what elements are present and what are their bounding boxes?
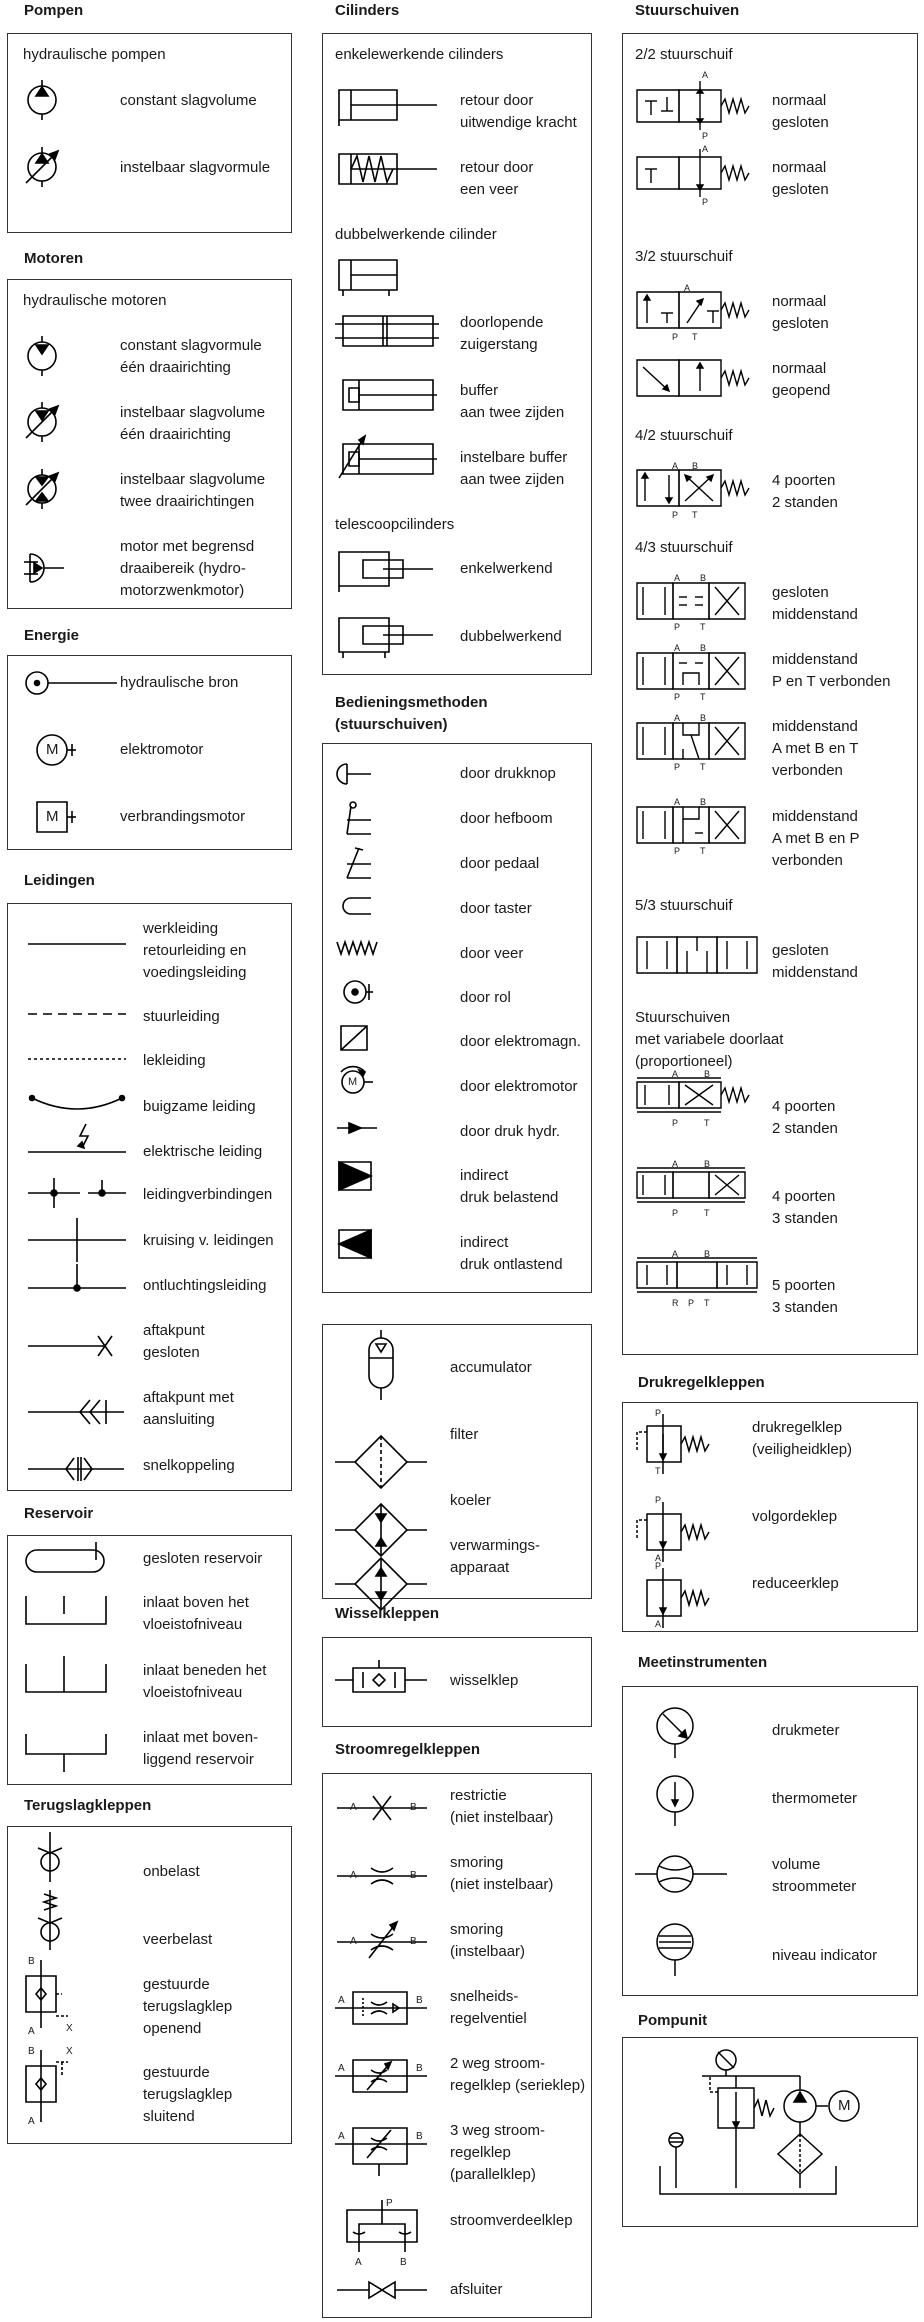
three-way-flow-control-icon (335, 2128, 427, 2176)
reservoir-title: Reservoir (24, 1505, 94, 1522)
stroom-label-a3: A (338, 1995, 345, 2006)
port-a-prop53: A (672, 1249, 679, 1259)
druk-icons (633, 1410, 743, 1630)
cilinders-item1-1: retour door een veer (460, 159, 534, 198)
stroom-item-6: stroomverdeelklep (450, 2212, 573, 2229)
terugslag-icons (20, 1830, 120, 2140)
inlet-above-icon (26, 1596, 106, 1624)
bediening-item-1: door hefboom (460, 810, 553, 827)
cilinders-item2-3: instelbare buffer aan twee zijden (460, 449, 568, 488)
pompen-item-0: constant slagvolume (120, 92, 257, 109)
engine-letter: M (46, 808, 59, 825)
stroom-item-3: snelheids- regelventiel (450, 1988, 527, 2027)
motor-constant-icon (20, 335, 70, 377)
stuur-sub43: 4/3 stuurschuif (635, 539, 733, 556)
druk-port-t0: T (655, 1466, 661, 1476)
terugslag-item-1: veerbelast (143, 1931, 213, 1948)
port-a-32: A (684, 283, 691, 293)
stroom-label-a4: A (338, 2063, 345, 2074)
port-b-prop42: B (704, 1069, 711, 1079)
port-b-43c: B (700, 713, 707, 723)
filter-icon (778, 2134, 822, 2188)
port-t-43c: T (700, 762, 706, 772)
spring-icon (337, 942, 377, 954)
druk-port-p0: P (655, 1408, 662, 1418)
druk-item-0: drukregelklep (veiligheidklep) (752, 1419, 853, 1458)
overig-icons (333, 1328, 433, 1598)
bediening-item-2: door pedaal (460, 855, 540, 872)
plunger-icon (343, 898, 371, 914)
stuur-title: Stuurschuiven (635, 2, 740, 19)
port-p-22b: P (702, 197, 709, 207)
leidingen-item-2: lekleiding (143, 1052, 206, 1069)
lever-icon (347, 802, 371, 834)
stuur-i32-0: normaal gesloten (772, 293, 829, 332)
stroom-label-a1: A (350, 1870, 357, 1881)
port-a-43b: A (674, 643, 681, 653)
reservoir-item-2: inlaat beneden het vloeistofniveau (143, 1662, 267, 1701)
adjustable-cushion-icon (339, 436, 437, 478)
pump-variable-icon (20, 145, 70, 189)
stuur-i22-1: normaal gesloten (772, 159, 829, 198)
port-p-prop53: P (688, 1298, 695, 1308)
leidingen-item-7: ontluchtingsleiding (143, 1277, 267, 1294)
bediening-item-0: door drukknop (460, 765, 556, 782)
double-acting-icon (339, 260, 397, 296)
tap-with-connection-icon (28, 1400, 124, 1424)
cylinder-icons (333, 80, 448, 670)
port-t-43b: T (700, 692, 706, 702)
telescope-single-icon (339, 552, 433, 592)
cilinders-item3-1: dubbelwerkend (460, 628, 562, 645)
overig-item-2: koeler (450, 1492, 491, 1509)
prop-43-icon (637, 1168, 745, 1202)
energie-item-2: verbrandingsmotor (120, 808, 246, 825)
bediening-title: Bedieningsmethoden (stuurschuiven) (335, 694, 488, 733)
relief-valve-icon (637, 1414, 709, 1474)
motoren-item-2: instelbaar slagvolume twee draairichtingen (120, 471, 266, 510)
terugslag-item-2: gestuurde terugslagklep openend (143, 1976, 233, 2037)
leidingen-item-0: werkleiding retourleiding en voedingsleiding (143, 920, 247, 981)
push-button-icon (337, 764, 371, 784)
speed-control-valve-icon (335, 1992, 427, 2024)
cilinders-item2-2: buffer aan twee zijden (460, 382, 565, 421)
cilinders-title: Cilinders (335, 2, 400, 19)
druk-port-p2: P (655, 1561, 662, 1571)
port-p-43b: P (674, 692, 681, 702)
level-indicator-icon (657, 1924, 693, 1976)
cilinders-item2-1: doorlopende zuigerstang (460, 314, 544, 353)
port-b-prop53: B (704, 1249, 711, 1259)
prop-42-icon (637, 1078, 749, 1112)
motor-variable-icon (20, 400, 70, 444)
port-r-prop53: R (672, 1298, 679, 1308)
stuur-sub22: 2/2 stuurschuif (635, 46, 733, 63)
stuur-sub32: 3/2 stuurschuif (635, 248, 733, 265)
port-a-42: A (672, 461, 679, 471)
roller-icon (344, 981, 373, 1003)
spring-check-valve-icon (38, 1890, 62, 1950)
stroom-item-4: 2 weg stroom- regelklep (serieklep) (450, 2055, 586, 2094)
stroom-item-0: restrictie (niet instelbaar) (450, 1787, 554, 1826)
stroom-label-b4: B (416, 2063, 423, 2074)
check-label-x1: X (66, 2023, 73, 2034)
druk-port-p1: P (655, 1495, 662, 1505)
stroom-item-5: 3 weg stroom- regelklep (parallelklep) (450, 2122, 546, 2183)
thermometer-icon (657, 1776, 693, 1826)
port-p-prop42: P (672, 1118, 679, 1128)
meet-title: Meetinstrumenten (638, 1654, 768, 1671)
inlet-overhead-icon (26, 1734, 106, 1772)
terugslag-title: Terugslagkleppen (24, 1797, 152, 1814)
stuur-iprop-2: 5 poorten 3 standen (772, 1277, 838, 1316)
terugslag-item-0: onbelast (143, 1863, 200, 1880)
stuur-i32-1: normaal geopend (772, 360, 831, 399)
check-label-x2: X (66, 2046, 73, 2057)
stroom-title: Stroomregelkleppen (335, 1741, 481, 1758)
stroom-label-b1: B (410, 1870, 417, 1881)
stuur-subprop: Stuurschuiven met variabele doorlaat (proportioneel) (635, 1009, 784, 1070)
reservoir-icons (20, 1540, 120, 1780)
stroom-label-b3: B (416, 1995, 423, 2006)
actuator-m-letter: M (348, 1076, 358, 1088)
meet-item-2: volume stroommeter (772, 1856, 857, 1895)
druk-port-a1: A (655, 1553, 662, 1563)
port-p-22: P (702, 131, 709, 141)
port-t-43d: T (700, 846, 706, 856)
pompunit-m-letter: M (838, 2097, 851, 2114)
stroom-item-2: smoring (instelbaar) (450, 1921, 526, 1960)
inlet-below-icon (26, 1656, 106, 1692)
port-a-22b: A (702, 144, 709, 154)
meet-item-0: drukmeter (772, 1722, 840, 1739)
check-label-a1: A (28, 2026, 35, 2037)
gauge-icon (716, 2050, 736, 2076)
prop-53-icon (637, 1258, 757, 1292)
port-b-42: B (692, 461, 699, 471)
meet-item-1: thermometer (772, 1790, 858, 1807)
shut-off-valve-icon (337, 2282, 427, 2298)
port-b-43b: B (700, 643, 707, 653)
stroom-label-a6: A (355, 2257, 362, 2268)
motor-bidirectional-icon (20, 467, 70, 511)
two-way-flow-control-icon (335, 2060, 427, 2092)
stroom-item-1: smoring (niet instelbaar) (450, 1854, 554, 1893)
wissel-title: Wisselkleppen (335, 1605, 440, 1622)
through-rod-icon (335, 316, 439, 346)
druk-item-1: volgordeklep (752, 1508, 838, 1525)
quick-coupling-icon (28, 1457, 124, 1481)
heater-icon (335, 1558, 427, 1610)
stroom-label-a2: A (350, 1936, 357, 1947)
port-p-43a: P (674, 622, 681, 632)
cilinders-item3-0: enkelwerkend (460, 560, 553, 577)
stuur-sub42: 4/2 stuurschuif (635, 427, 733, 444)
valve-53-icon (637, 937, 757, 973)
accumulator-icon (369, 1330, 393, 1400)
port-p-43c: P (674, 762, 681, 772)
druk-item-2: reduceerklep (752, 1575, 839, 1592)
valve-22-nc-icon-1 (637, 81, 749, 130)
motoren-item-1: instelbaar slagvolume één draairichting (120, 404, 266, 443)
bediening-item-10: indirect druk ontlastend (460, 1234, 563, 1273)
bediening-icons (333, 750, 393, 1290)
overig-item-1: filter (450, 1426, 479, 1443)
filter-icon (335, 1436, 427, 1488)
bediening-item-8: door druk hydr. (460, 1123, 561, 1140)
stroom-label-a0: A (350, 1802, 357, 1813)
indirect-pressure-loading-icon (339, 1162, 371, 1190)
flow-meter-icon (635, 1856, 727, 1892)
pompen-item-1: instelbaar slagvormule (120, 159, 271, 176)
check-valve-icon (38, 1832, 62, 1882)
leidingen-item-4: elektrische leiding (143, 1143, 263, 1160)
relief-valve-icon (710, 2076, 774, 2188)
port-a-prop42: A (672, 1069, 679, 1079)
cilinders-sub3: telescoopcilinders (335, 516, 455, 533)
stroom-label-b6: B (400, 2257, 407, 2268)
telescope-double-icon (339, 618, 433, 658)
check-label-b2: B (28, 2046, 35, 2057)
tank-line-icon (660, 2166, 836, 2194)
port-p-32: P (672, 332, 679, 342)
meet-icons (633, 1700, 743, 1990)
leidingen-item-10: snelkoppeling (143, 1457, 235, 1474)
flow-divider-icon (347, 2200, 417, 2252)
stroom-label-a5: A (338, 2131, 345, 2142)
port-t-prop43: T (704, 1208, 710, 1218)
port-a-43a: A (674, 573, 681, 583)
energie-item-0: hydraulische bron (120, 674, 239, 691)
valve-43-abp-center-icon (637, 807, 745, 843)
stuur-iprop-0: 4 poorten 2 standen (772, 1098, 838, 1137)
sequence-valve-icon (637, 1502, 709, 1562)
bediening-item-6: door elektromagn. (460, 1033, 581, 1050)
stuur-i43-3: middenstand A met B en P verbonden (772, 808, 860, 869)
closed-tap-icon (28, 1336, 112, 1356)
druk-port-a2: A (655, 1619, 662, 1629)
pump-constant-icon (20, 80, 70, 120)
leidingen-item-3: buigzame leiding (143, 1098, 256, 1115)
vent-line-icon (28, 1264, 126, 1291)
closed-reservoir-icon (26, 1542, 104, 1572)
cooler-icon (335, 1504, 427, 1556)
port-a-43c: A (674, 713, 681, 723)
stroom-label-p6: P (386, 2198, 393, 2209)
port-a-prop43: A (672, 1159, 679, 1169)
cushion-icon (343, 380, 437, 410)
port-a-22: A (702, 70, 709, 80)
pressure-gauge-icon (657, 1708, 693, 1758)
druk-title: Drukregelkleppen (638, 1374, 765, 1391)
stuur-sub53: 5/3 stuurschuif (635, 897, 733, 914)
shuttle-valve-icon (333, 1660, 433, 1700)
cilinders-item1-0: retour door uitwendige kracht (460, 92, 577, 131)
reservoir-item-0: gesloten reservoir (143, 1550, 263, 1567)
port-b-43a: B (700, 573, 707, 583)
pedal-icon (347, 848, 371, 878)
stroom-item-7: afsluiter (450, 2281, 503, 2298)
flexible-line-icon (32, 1098, 122, 1109)
valve-42-icon (637, 470, 749, 506)
check-label-a2: A (28, 2116, 35, 2127)
stuur-i43-2: middenstand A met B en T verbonden (772, 718, 859, 779)
port-t-42: T (692, 510, 698, 520)
bediening-item-4: door veer (460, 945, 524, 962)
motoren-item-0: constant slagvormule één draairichting (120, 337, 262, 376)
valve-22-nc-icon-2 (637, 149, 749, 197)
stuur-i22-0: normaal gesloten (772, 92, 829, 131)
leidingen-item-9: aftakpunt met aansluiting (143, 1389, 234, 1428)
leidingen-item-6: kruising v. leidingen (143, 1232, 274, 1249)
pompunit-title: Pompunit (638, 2012, 708, 2029)
motoren-subtitle: hydraulische motoren (23, 292, 167, 309)
stroom-label-b0: B (410, 1802, 417, 1813)
leidingen-item-5: leidingverbindingen (143, 1186, 273, 1203)
overig-item-3: verwarmings- apparaat (450, 1537, 541, 1576)
level-gauge-icon (669, 2133, 683, 2188)
meet-item-3: niveau indicator (772, 1947, 878, 1964)
stuur-i53-0: gesloten middenstand (772, 942, 858, 981)
cilinders-sub2: dubbelwerkende cilinder (335, 226, 497, 243)
reservoir-item-3: inlaat met boven- liggend reservoir (143, 1729, 259, 1768)
stuur-iprop-1: 4 poorten 3 standen (772, 1188, 838, 1227)
pompen-title: Pompen (24, 2, 84, 19)
hydraulic-pressure-icon (337, 1123, 377, 1133)
line-junction-icon (28, 1178, 126, 1208)
energie-title: Energie (24, 627, 80, 644)
valve-43-pt-center-icon (637, 653, 745, 689)
leidingen-item-1: stuurleiding (143, 1008, 220, 1025)
port-a-43d: A (674, 797, 681, 807)
leidingen-icons (20, 910, 130, 1490)
stuur-i42-0: 4 poorten 2 standen (772, 472, 838, 511)
port-b-43d: B (700, 797, 707, 807)
port-t-prop53: T (704, 1298, 710, 1308)
port-t-32: T (692, 332, 698, 342)
check-label-b1: B (28, 1956, 35, 1967)
pompen-subtitle: hydraulische pompen (23, 46, 166, 63)
indirect-pressure-relief-icon (339, 1230, 371, 1258)
stroom-label-b2: B (410, 1936, 417, 1947)
stroom-icons (333, 1780, 443, 2315)
port-t-43a: T (700, 622, 706, 632)
valve-32-nc-icon (637, 292, 749, 328)
port-p-prop43: P (672, 1208, 679, 1218)
stroom-label-b5: B (416, 2131, 423, 2142)
port-p-43d: P (674, 846, 681, 856)
line-crossing-icon (28, 1218, 126, 1262)
bediening-item-5: door rol (460, 989, 511, 1006)
single-acting-external-icon (339, 90, 437, 126)
energie-item-1: elektromotor (120, 741, 204, 758)
valve-32-no-icon (637, 360, 749, 396)
port-t-prop42: T (704, 1118, 710, 1128)
single-acting-spring-icon (339, 154, 437, 184)
pump-unit-diagram (640, 2048, 880, 2218)
electromotor-letter: M (46, 741, 59, 758)
stuur-i43-0: gesloten middenstand (772, 584, 858, 623)
bediening-item-7: door elektromotor (460, 1078, 578, 1095)
valve-43-closed-center-icon (637, 583, 745, 619)
bediening-item-3: door taster (460, 900, 532, 917)
port-p-42: P (672, 510, 679, 520)
leidingen-title: Leidingen (24, 872, 95, 889)
stuur-i43-1: middenstand P en T verbonden (772, 651, 891, 690)
leidingen-item-8: aftakpunt gesloten (143, 1322, 205, 1361)
hydraulic-source-icon (22, 668, 122, 698)
port-b-prop43: B (704, 1159, 711, 1169)
reservoir-item-1: inlaat boven het vloeistofniveau (143, 1594, 249, 1633)
terugslag-item-3: gestuurde terugslagklep sluitend (143, 2064, 233, 2125)
cilinders-sub1: enkelewerkende cilinders (335, 46, 504, 63)
motoren-item-3: motor met begrensd draaibereik (hydro- motorzwenkmotor) (120, 538, 255, 599)
pump-icon (784, 2076, 816, 2134)
solenoid-icon (341, 1026, 367, 1050)
motoren-title: Motoren (24, 250, 84, 267)
overig-item-0: accumulator (450, 1359, 532, 1376)
wissel-item-0: wisselklep (450, 1672, 519, 1689)
valve-43-abt-center-icon (637, 723, 745, 759)
bediening-item-9: indirect druk belastend (460, 1167, 559, 1206)
swivel-motor-icon (20, 548, 70, 588)
